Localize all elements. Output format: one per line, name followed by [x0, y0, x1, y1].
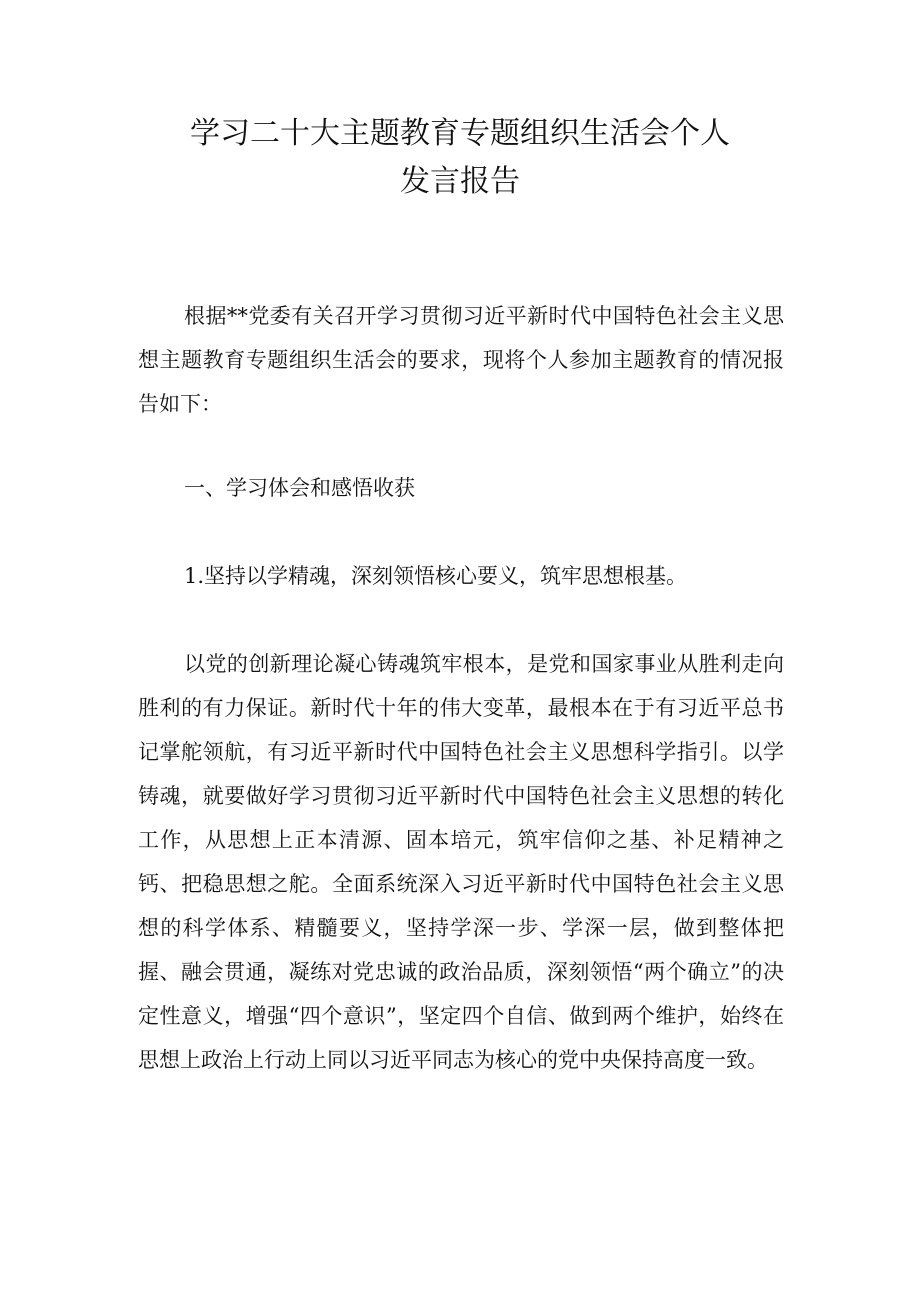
- title-line-1: 学习二十大主题教育专题组织生活会个人: [190, 116, 730, 151]
- document-title: [130, 112, 790, 156]
- subsection-heading-1: 1.坚持以学精魂，深刻领悟核心要义，筑牢思想根基。: [184, 564, 688, 588]
- body-paragraph-1: 以党的创新理论凝心铸魂筑牢根本，是党和国家事业从胜利走向胜利的有力保证。新时代十年的伟大变革，最根本在于有习近平总书记掌舵领航，有习近平新时代中国特色社会主义思想科学指引。以学铸魂，就要做好学习贯彻习近平新时代中国特色社会主义思想的转化工作，从思想上正本清源、固本培元，筑牢信仰之基、补足精神之钙、把稳思想之舵。全面系统深入习近平新时代中国特色社会主义思想的科学体系、精髓要义，坚持学深一步、学深一层，做到整体把握、融会贯通，凝练对党忠诚的政治品质，深刻领悟“两个确立”的决定性意义，增强“四个意识”，坚定四个自信、做到两个维护，始终在思想上政治上行动上同以习近平同志为核心的党中央保持高度一致。: [138, 652, 784, 1072]
- title-line-2: 发言报告: [400, 164, 520, 199]
- intro-paragraph: 根据**党委有关召开学习贯彻习近平新时代中国特色社会主义思想主题教育专题组织生活会的要求，现将个人参加主题教育的情况报告如下：: [138, 304, 784, 416]
- document-title-continued: [130, 160, 790, 204]
- section-heading-1: 一、学习体会和感悟收获: [184, 476, 415, 500]
